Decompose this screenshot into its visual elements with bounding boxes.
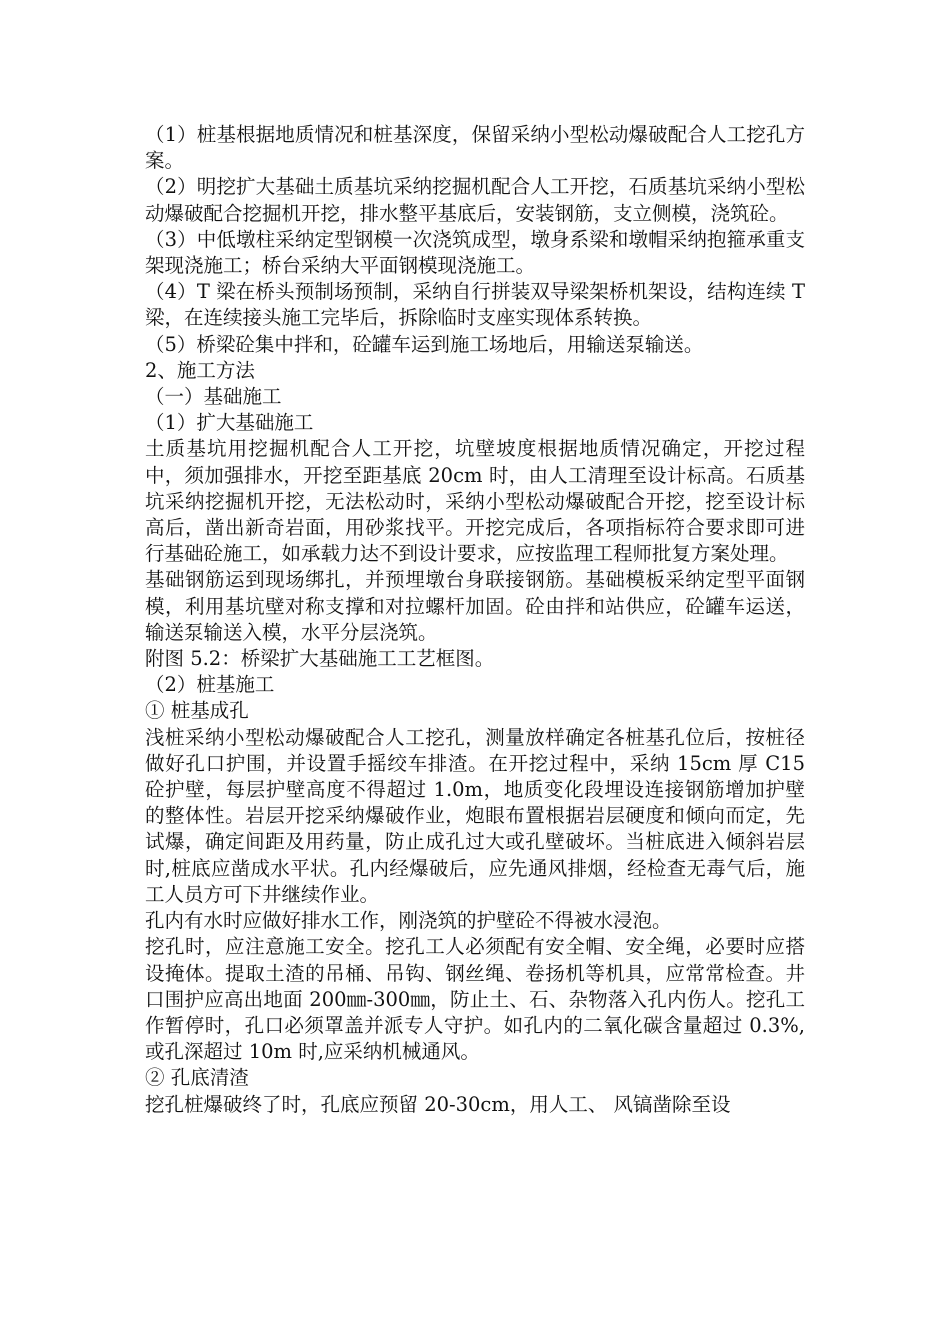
paragraph-drainage: 孔内有水时应做好排水工作，刚浇筑的护壁砼不得被水浸泡。 — [145, 909, 672, 933]
paragraph-concrete-mixing: （5）桥梁砼集中拌和，砼罐车运到施工场地后，用输送泵输送。 — [145, 332, 704, 356]
document-body — [145, 122, 805, 1118]
paragraph-t-beam: （4）T 梁在桥头预制场预制，采纳自行拼装双导梁架桥机架设，结构连续 T 梁，在连续接头施工完毕后，拆除临时支座实现体系转换。 — [145, 280, 805, 330]
paragraph-blasting-end: 挖孔桩爆破终了时，孔底应预留 20-30cm，用人工、 风镐凿除至设 — [145, 1092, 731, 1116]
paragraph-pier-columns: （3）中低墩柱采纳定型钢模一次浇筑成型，墩身系梁和墩帽采纳抱箍承重支架现浇施工；桥台采纳大平面钢模现浇施工。 — [145, 227, 805, 278]
section-heading-construction-method: 2、施工方法 — [145, 358, 255, 382]
paragraph-shallow-pile: 浅桩采纳小型松动爆破配合人工挖孔，测量放样确定各桩基孔位后，按桩径做好孔口护围，并设置手摇绞车排渣。在开挖过程中，采纳 15cm 厚 C15 砼护壁，每层护壁高度不得超过 1.0m，地质变化段埋设连接钢筋增加护壁的整体性。岩层开挖采纳爆破作业，炮眼布置根据岩层硬度和倾向而定，先试爆，确定间距及用药量，防止成孔过大或孔壁破坏。当桩底进入倾斜岩层时,桩底应凿成水平状。孔内经爆破后，应先通风排烟，经检查无毒气后，施工人员方可下井继续作业。 — [145, 725, 805, 906]
item-heading-pile-hole-forming: ① 桩基成孔 — [145, 699, 249, 723]
subsection-heading-pile-foundation: （2）桩基施工 — [145, 673, 275, 697]
subsection-heading-spread-foundation: （1）扩大基础施工 — [145, 411, 314, 435]
item-heading-hole-bottom-cleaning: ② 孔底清渣 — [145, 1066, 249, 1090]
paragraph-soil-pit: 土质基坑用挖掘机配合人工开挖，坑壁坡度根据地质情况确定，开挖过程中，须加强排水，开挖至距基底 20cm 时，由人工清理至设计标高。石质基坑采纳挖掘机开挖，无法松动时，采纳小型松动爆破配合开挖，挖至设计标高后，凿出新奇岩面，用砂浆找平。开挖完成后，各项指标符合要求即可进行基础砼施工，如承载力达不到设计要求，应按监理工程师批复方案处理。 — [145, 437, 805, 566]
paragraph-pile-foundation-plan: （1）桩基根据地质情况和桩基深度，保留采纳小型松动爆破配合人工挖孔方案。 — [145, 123, 805, 173]
paragraph-open-excavation: （2）明挖扩大基础土质基坑采纳挖掘机配合人工开挖，石质基坑采纳小型松动爆破配合挖掘机开挖，排水整平基底后，安装钢筋，支立侧模，浇筑砼。 — [145, 175, 805, 225]
figure-reference: 附图 5.2：桥梁扩大基础施工工艺框图。 — [145, 647, 495, 671]
paragraph-safety: 挖孔时，应注意施工安全。挖孔工人必须配有安全帽、安全绳，必要时应搭设掩体。提取土渣的吊桶、吊钩、钢丝绳、卷扬机等机具，应常常检查。井口围护应高出地面 200㎜-300㎜，防止土、石、杂物落入孔内伤人。挖孔工作暂停时，孔口必须罩盖并派专人守护。如孔内的二氧化碳含量超过 0.3%,或孔深超过 10m 时,应采纳机械通风。 — [145, 935, 805, 1064]
subsection-heading-foundation: （一）基础施工 — [145, 385, 282, 409]
paragraph-foundation-rebar: 基础钢筋运到现场绑扎，并预埋墩台身联接钢筋。基础模板采纳定型平面钢模，利用基坑壁对称支撑和对拉螺杆加固。砼由拌和站供应，砼罐车运送，输送泵输送入模，水平分层浇筑。 — [145, 568, 805, 644]
